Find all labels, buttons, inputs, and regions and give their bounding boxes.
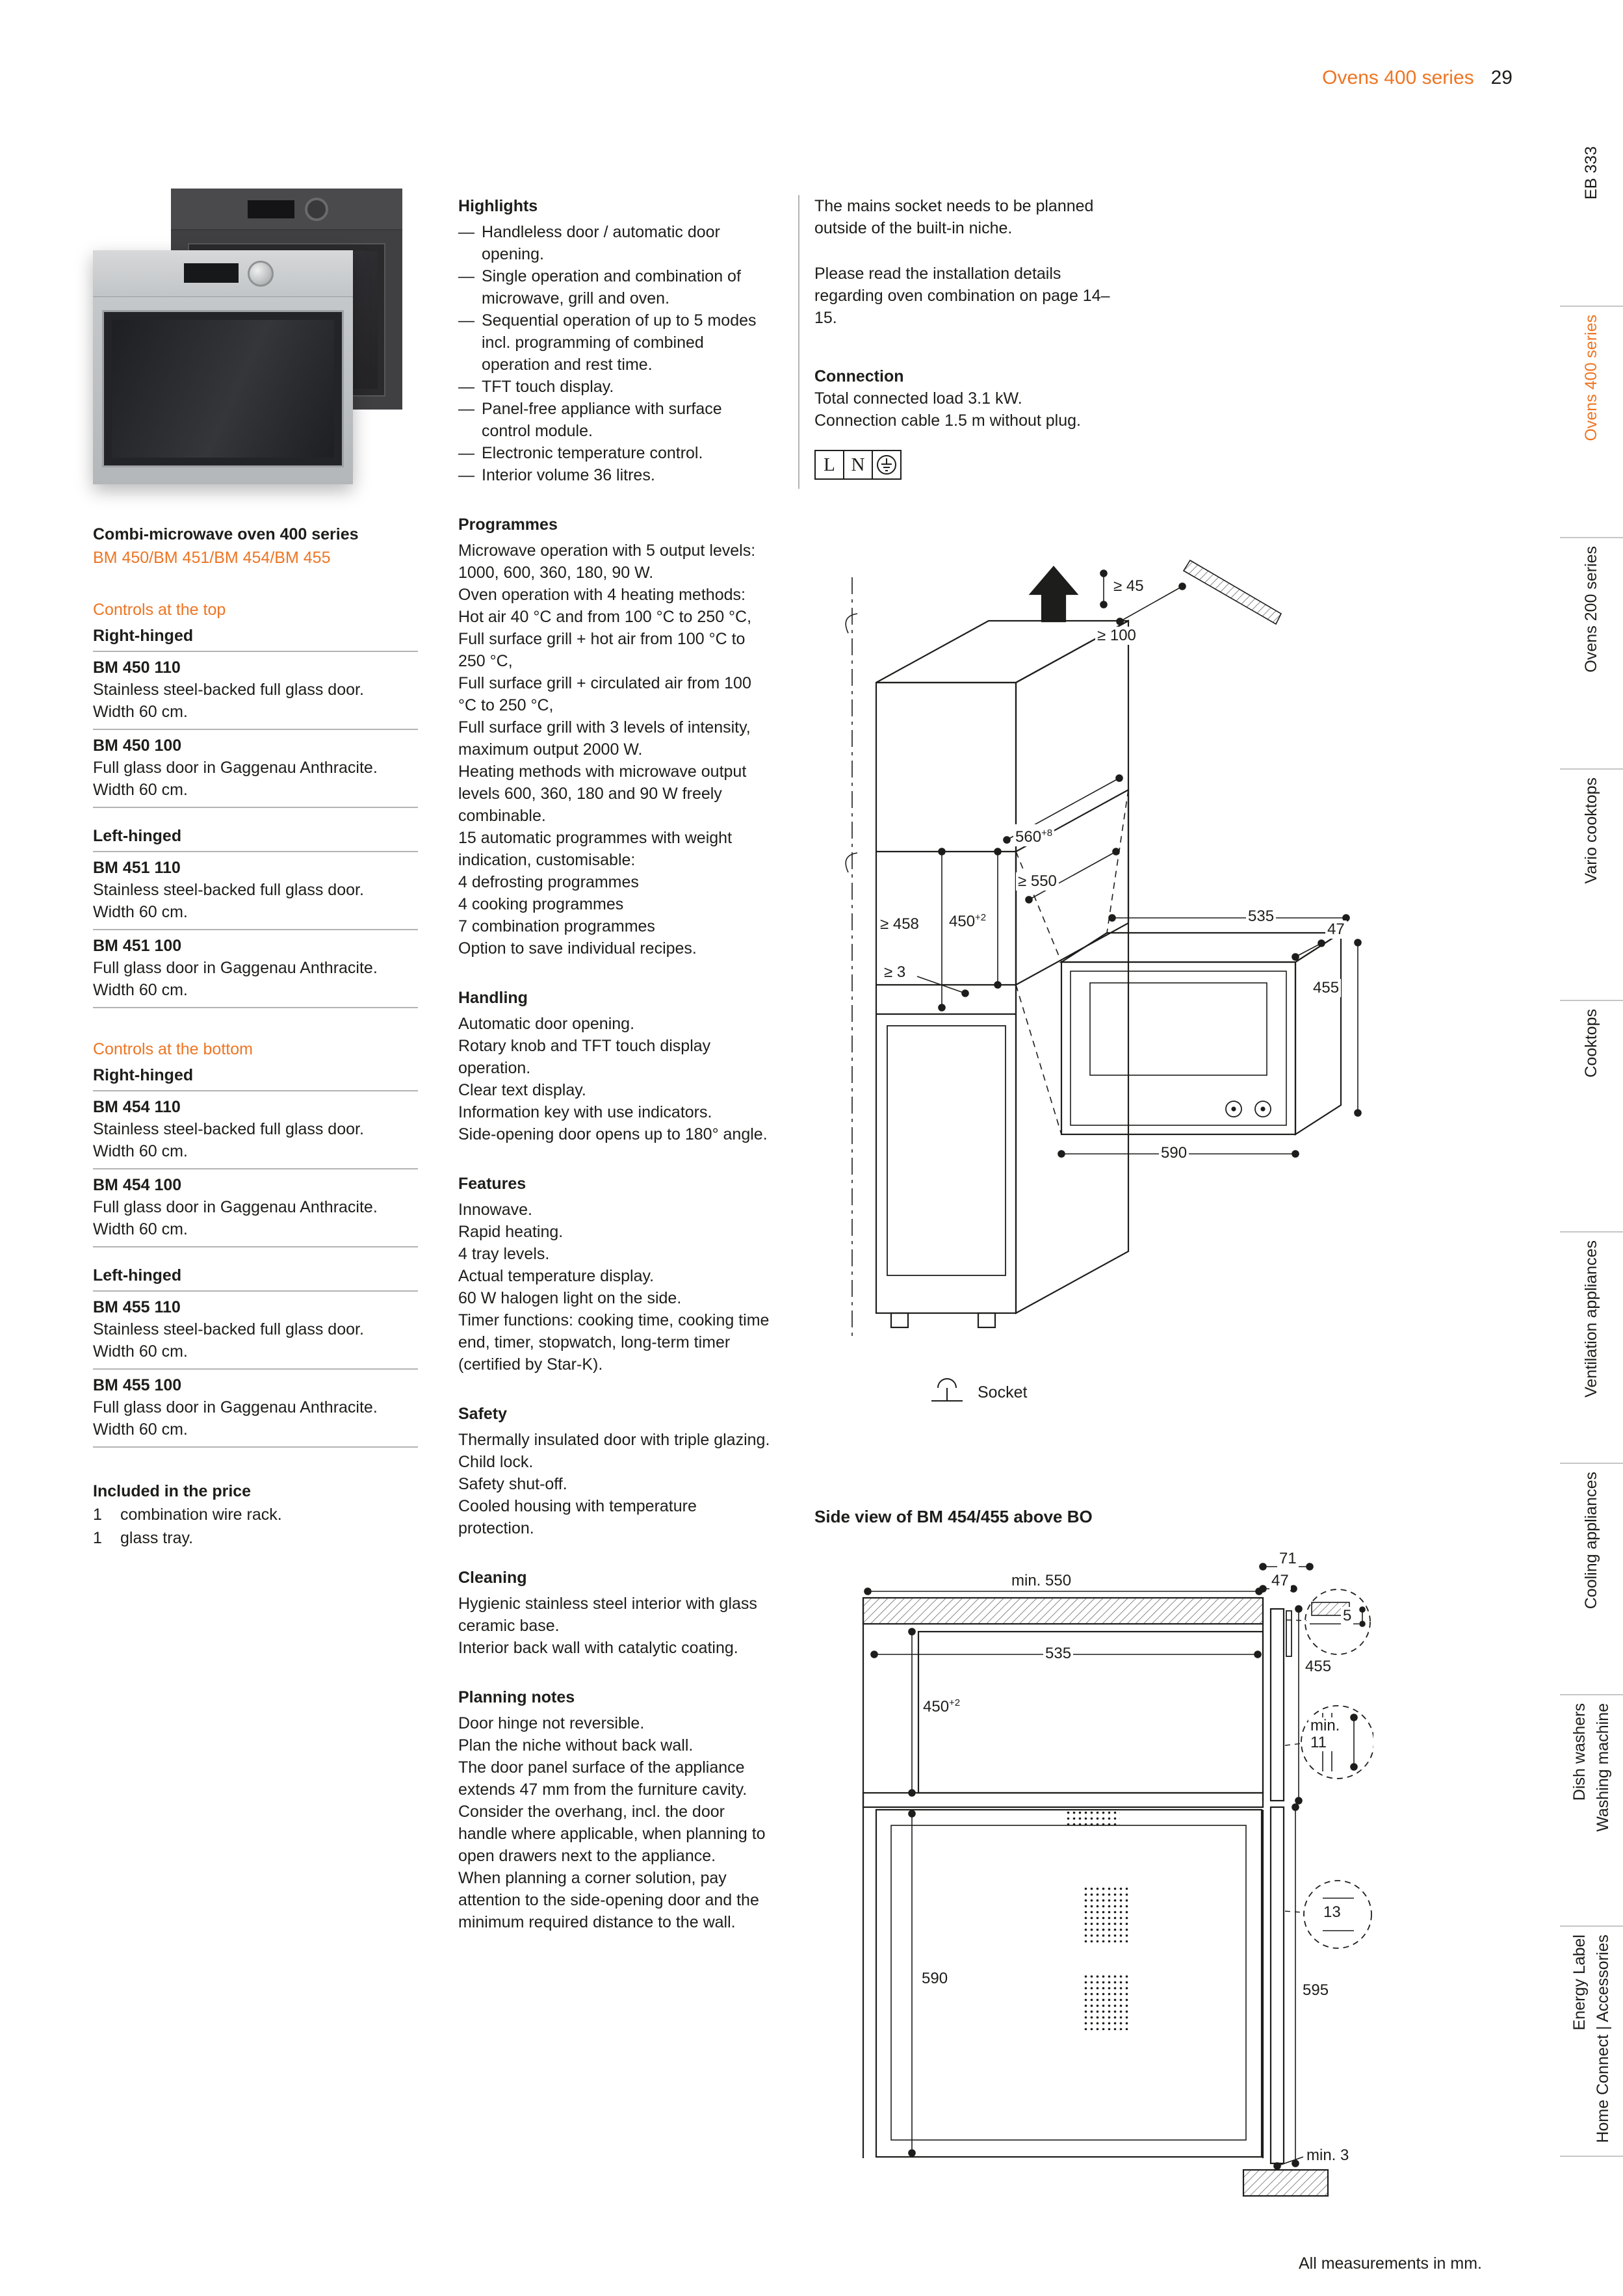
dim-appliance-height: 455 [1311, 979, 1341, 997]
section-handling [458, 987, 773, 1145]
oven-display [248, 200, 294, 218]
bullet-dash: — [458, 466, 474, 484]
spec-line: Safety shut-off. [458, 1475, 567, 1493]
sidebar-item-label: Cooling appliances [1582, 1472, 1600, 1610]
model-desc: Stainless steel-backed full glass door. [93, 1120, 364, 1138]
section-title: Ovens 400 series [1322, 67, 1474, 88]
terminal-symbols [814, 450, 1123, 480]
included-text: combination wire rack. [120, 1506, 282, 1524]
section-cleaning [458, 1567, 773, 1659]
sidebar-item-label: Home Connect | Accessories [1594, 1935, 1612, 2143]
sidebar-item-label: EB 333 [1582, 146, 1600, 200]
connection-line: Connection cable 1.5 m without plug. [814, 411, 1081, 430]
socket-icon [931, 1379, 963, 1401]
bullet-dash: — [458, 378, 474, 396]
model-entry [93, 730, 418, 808]
terminal-l: L [814, 450, 844, 480]
section-title: Safety [458, 1405, 508, 1423]
side-view-diagram [814, 1547, 1373, 2204]
spec-line: Option to save individual recipes. [458, 939, 697, 958]
section-safety [458, 1403, 773, 1539]
model-code: BM 454 110 [93, 1098, 181, 1116]
model-entry [93, 1370, 418, 1448]
section-title: Cleaning [458, 1569, 527, 1587]
section-title: Highlights [458, 197, 538, 215]
sidebar-item-label: Vario cooktops [1582, 777, 1600, 884]
install-note: The mains socket needs to be planned outside of the built-in niche. [814, 197, 1094, 237]
model-desc: Stainless steel-backed full glass door. [93, 681, 364, 699]
section-title: Handling [458, 989, 528, 1007]
list-item: — Single operation and combination of microwave, grill and oven. [458, 265, 773, 309]
terminal-earth [872, 450, 902, 480]
sidebar-item-label: Cooktops [1582, 1009, 1600, 1078]
dim-450: $450^{+2}$ [921, 1694, 962, 1716]
hinge-label: Left-hinged [93, 825, 418, 852]
dim-clearance-left: ≥ 458 [878, 915, 921, 933]
spec-line: Rapid heating. [458, 1223, 564, 1241]
model-desc: Full glass door in Gaggenau Anthracite. [93, 959, 378, 977]
sidebar-item-ovens-200-series[interactable] [1560, 537, 1623, 768]
spec-line: Hot air 40 °C and from 100 °C to 250 °C, [458, 608, 752, 626]
dim-min-11: min. 11 [1308, 1717, 1342, 1751]
section-tab-bar [1560, 0, 1623, 2296]
sidebar-item-ovens-400-series[interactable] [1560, 306, 1623, 537]
sidebar-item-ventilation-appliances[interactable] [1560, 1231, 1623, 1463]
dim-door-protrusion: 47 [1325, 920, 1347, 939]
oven-knob [305, 198, 328, 221]
measurements-note: All measurements in mm. [1298, 2254, 1482, 2273]
oven-door [102, 310, 344, 467]
spec-line: 4 cooking programmes [458, 895, 624, 913]
bullet-dash: — [458, 223, 474, 241]
product-photo [93, 189, 418, 484]
sidebar-item-vario-cooktops[interactable] [1560, 768, 1623, 1000]
bullet-dash: — [458, 444, 474, 462]
model-code: BM 450 100 [93, 737, 182, 755]
sidebar-item-cooling-appliances[interactable] [1560, 1463, 1623, 1694]
installation-diagram-drawing [814, 559, 1373, 1443]
page-number: 29 [1490, 67, 1513, 88]
installation-column [814, 195, 1123, 480]
connection-line: Total connected load 3.1 kW. [814, 389, 1022, 408]
model-entry [93, 652, 418, 730]
spec-line: Full surface grill + circulated air from 100 °C to 250 °C, [458, 674, 751, 714]
install-note: Please read the installation details regarding oven combination on page 14–15. [814, 265, 1110, 327]
model-desc: Stainless steel-backed full glass door. [93, 881, 364, 899]
dim-wall-gap: ≥ 100 [1095, 627, 1138, 645]
oven-knob [248, 261, 274, 287]
side-view-title: Side view of BM 454/455 above BO [814, 1507, 1093, 1526]
product-models: BM 450/BM 451/BM 454/BM 455 [93, 549, 331, 567]
earth-icon [876, 454, 898, 476]
included-item [93, 1527, 418, 1549]
list-item: — Handleless door / automatic door opening. [458, 221, 773, 265]
oven-control-panel [171, 189, 402, 230]
section-planning-notes [458, 1686, 773, 1933]
specs-column [458, 195, 773, 1933]
dim-595: 595 [1301, 1981, 1331, 2000]
page-header [1322, 67, 1513, 89]
list-item: — Panel-free appliance with surface control module. [458, 398, 773, 442]
sidebar-item-eb333[interactable] [1560, 0, 1623, 306]
dim-niche-height: $450^{+2}$ [947, 909, 988, 931]
sidebar-item-energy-label-home-connect[interactable] [1560, 1925, 1623, 2157]
model-entry [93, 1091, 418, 1169]
model-code: BM 455 110 [93, 1298, 181, 1316]
model-code: BM 454 100 [93, 1176, 182, 1194]
hinge-label: Right-hinged [93, 1064, 418, 1091]
oven-stainless-image [93, 250, 353, 484]
model-width: Width 60 cm. [93, 781, 188, 799]
hinge-label: Right-hinged [93, 625, 418, 652]
list-item: — Sequential operation of up to 5 modes incl. programming of combined operation and rest time. [458, 309, 773, 376]
group-heading-controls-top: Controls at the top [93, 601, 226, 619]
model-width: Width 60 cm. [93, 1342, 188, 1361]
spec-line: Clear text display. [458, 1081, 586, 1099]
model-desc: Stainless steel-backed full glass door. [93, 1320, 364, 1338]
spec-line: Full surface grill with 3 levels of intensity, maximum output 2000 W. [458, 718, 751, 759]
model-width: Width 60 cm. [93, 903, 188, 921]
connection-heading: Connection [814, 367, 904, 385]
spec-line: Information key with use indicators. [458, 1103, 712, 1121]
list-item: — Interior volume 36 litres. [458, 464, 773, 486]
sidebar-item-label: Washing machine [1594, 1703, 1612, 1832]
spec-line: The door panel surface of the appliance extends 47 mm from the furniture cavity. [458, 1758, 747, 1799]
oven-control-panel [93, 250, 353, 297]
dim-min-3: min. 3 [1305, 2146, 1351, 2165]
included-qty: 1 [93, 1529, 102, 1547]
spec-line: Rotary knob and TFT touch display operation. [458, 1037, 711, 1077]
dim-535: 535 [1043, 1645, 1073, 1663]
spec-line: Microwave operation with 5 output levels: 1000, 600, 360, 180, 90 W. [458, 541, 756, 582]
spec-line: Timer functions: cooking time, cooking time end, timer, stopwatch, long-term timer (certified by Star-K). [458, 1311, 770, 1374]
model-desc: Full glass door in Gaggenau Anthracite. [93, 1398, 378, 1416]
bullet-dash: — [458, 400, 474, 418]
spec-line: Cooled housing with temperature protection. [458, 1497, 697, 1537]
spec-line: When planning a corner solution, pay attention to the side-opening door and the minimum required distance to the wall. [458, 1869, 759, 1931]
spec-line: Oven operation with 4 heating methods: [458, 586, 746, 604]
socket-label: Socket [976, 1383, 1029, 1402]
model-entry [93, 1292, 418, 1370]
model-width: Width 60 cm. [93, 1420, 188, 1439]
list-item: — Electronic temperature control. [458, 442, 773, 464]
dim-min-550: min. 550 [1009, 1572, 1073, 1590]
list-item: — TFT touch display. [458, 376, 773, 398]
sidebar-item-label: Ovens 200 series [1582, 546, 1600, 673]
model-width: Width 60 cm. [93, 1142, 188, 1160]
section-programmes [458, 514, 773, 959]
side-view-drawing [814, 1547, 1373, 2204]
sidebar-item-label: Ovens 400 series [1582, 315, 1600, 441]
installation-diagram [814, 559, 1373, 1443]
dim-niche-depth: ≥ 550 [1016, 872, 1059, 891]
model-width: Width 60 cm. [93, 703, 188, 721]
spec-line: 60 W halogen light on the side. [458, 1289, 682, 1307]
sidebar-item-dish-washers-washing-machine[interactable] [1560, 1694, 1623, 1925]
dim-appliance-depth: 535 [1246, 907, 1276, 926]
spec-line: 7 combination programmes [458, 917, 655, 935]
sidebar-item-label: Dish washers [1570, 1703, 1589, 1801]
included-heading: Included in the price [93, 1482, 252, 1500]
section-title: Planning notes [458, 1688, 575, 1706]
product-column [93, 189, 418, 1549]
product-title: Combi-microwave oven 400 series [93, 525, 359, 543]
dim-ceiling-gap: ≥ 45 [1111, 577, 1146, 595]
oven-door-glass [112, 320, 334, 458]
model-entry [93, 852, 418, 930]
section-title: Features [458, 1175, 526, 1193]
terminal-n: N [843, 450, 873, 480]
spec-line: Thermally insulated door with triple glazing. [458, 1431, 770, 1449]
dim-47: 47 [1269, 1572, 1291, 1590]
dim-590: 590 [920, 1970, 950, 1988]
bullet-dash: — [458, 311, 474, 330]
included-text: glass tray. [120, 1529, 194, 1547]
dim-niche-width: $560^{+8}$ [1013, 824, 1054, 846]
dim-71: 71 [1277, 1550, 1299, 1568]
model-width: Width 60 cm. [93, 981, 188, 999]
spec-line: Automatic door opening. [458, 1015, 635, 1033]
spec-line: Child lock. [458, 1453, 534, 1471]
model-desc: Full glass door in Gaggenau Anthracite. [93, 759, 378, 777]
included-qty: 1 [93, 1506, 102, 1524]
spec-line: Innowave. [458, 1201, 532, 1219]
section-features [458, 1173, 773, 1376]
spec-line: Full surface grill + hot air from 100 °C to 250 °C, [458, 630, 746, 670]
hinge-label: Left-hinged [93, 1264, 418, 1292]
dim-13: 13 [1321, 1903, 1343, 1922]
model-code: BM 450 110 [93, 659, 181, 677]
dim-bottom-gap: ≥ 3 [882, 963, 907, 982]
group-heading-controls-bottom: Controls at the bottom [93, 1040, 253, 1058]
sidebar-item-label: Ventilation appliances [1582, 1240, 1600, 1398]
model-code: BM 455 100 [93, 1376, 182, 1394]
bullet-dash: — [458, 267, 474, 285]
included-item [93, 1504, 418, 1526]
spec-line: 4 defrosting programmes [458, 873, 639, 891]
spec-line: Actual temperature display. [458, 1267, 655, 1285]
section-highlights [458, 195, 773, 486]
model-desc: Full glass door in Gaggenau Anthracite. [93, 1198, 378, 1216]
model-entry [93, 930, 418, 1008]
spec-line: Plan the niche without back wall. [458, 1736, 694, 1755]
sidebar-item-cooktops[interactable] [1560, 1000, 1623, 1231]
spec-line: Side-opening door opens up to 180° angle. [458, 1125, 768, 1143]
dim-appliance-width: 590 [1159, 1144, 1189, 1162]
model-entry [93, 1169, 418, 1247]
spec-line: Consider the overhang, incl. the door handle where applicable, when planning to open drawers next to the appliance. [458, 1803, 766, 1865]
spec-line: Door hinge not reversible. [458, 1714, 645, 1732]
dim-5: 5 [1341, 1607, 1353, 1625]
oven-display [184, 263, 239, 283]
section-title: Programmes [458, 515, 558, 534]
model-code: BM 451 100 [93, 937, 182, 955]
spec-line: Heating methods with microwave output levels 600, 360, 180 and 90 W freely combinable. [458, 763, 747, 825]
column-divider [798, 195, 799, 489]
spec-line: 4 tray levels. [458, 1245, 550, 1263]
sidebar-item-label: Energy Label [1570, 1935, 1589, 2031]
spec-line: Hygienic stainless steel interior with glass ceramic base. [458, 1595, 757, 1635]
spec-line: Interior back wall with catalytic coating. [458, 1639, 738, 1657]
spec-line: 15 automatic programmes with weight indication, customisable: [458, 829, 733, 869]
model-code: BM 451 110 [93, 859, 181, 877]
dim-455: 455 [1303, 1658, 1333, 1676]
model-width: Width 60 cm. [93, 1220, 188, 1238]
